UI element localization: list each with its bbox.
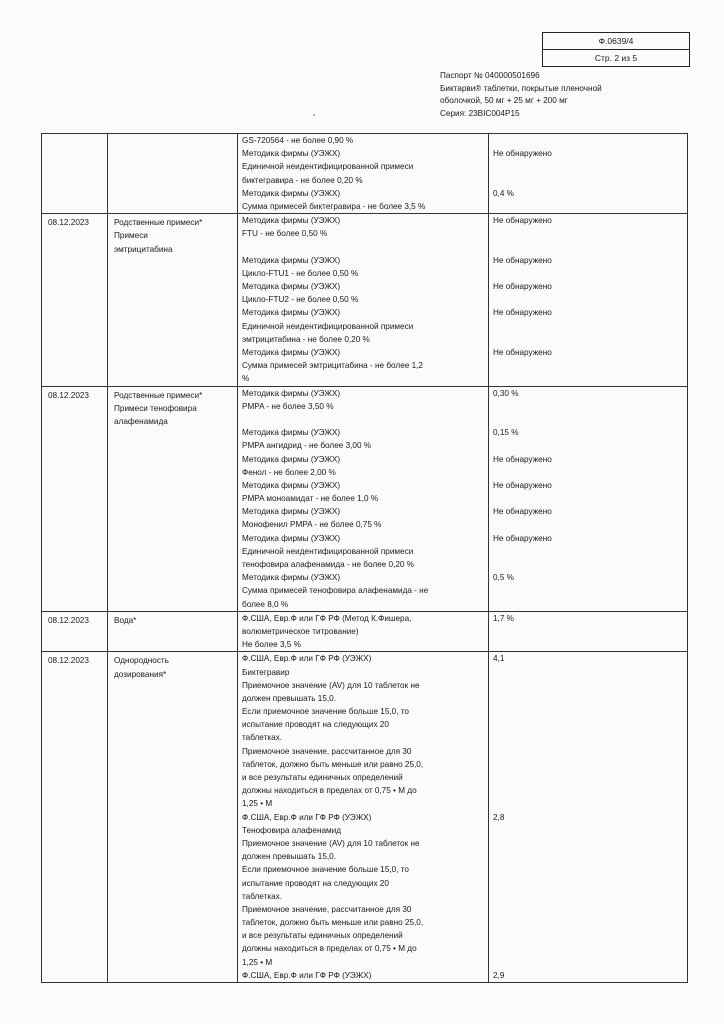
specification-line: Приемочное значение (AV) для 10 таблеток не (242, 680, 420, 690)
specification-line: тенофовира алафенамида - не более 0,20 % (242, 560, 415, 569)
specification-line: и все результаты единичных определений (242, 931, 403, 941)
result-value (493, 837, 683, 850)
test-date: 08.12.2023 (48, 615, 89, 625)
test-date-cell (42, 611, 108, 652)
document-meta (440, 70, 602, 120)
result-value (493, 558, 683, 571)
result-value (493, 824, 683, 837)
result-value: 0,15 % (493, 428, 519, 438)
result-value: Не обнаружено (493, 480, 552, 490)
specification-line: Единичной неидентифицированной примеси (242, 321, 414, 331)
result-value: 2,8 (493, 812, 505, 822)
specification-line: Методика фирмы (УЭЖХ) (242, 308, 341, 318)
test-name-line: алафенамида (114, 416, 168, 426)
specification-line: таблеток, должно быть меньше или равно 25,0, (242, 918, 424, 928)
test-name-line: Родственные примеси* (114, 218, 203, 228)
result-value (493, 598, 683, 611)
specification-line: должны находиться в пределах от 0,75 • М до (242, 944, 417, 954)
specification-line: Сумма примесей тенофовира алафенамида - не (242, 586, 429, 596)
specification-line: Методика фирмы (УЭЖХ) (242, 533, 341, 543)
test-date-cell (42, 214, 108, 386)
specification-line: испытание проводят на следующих 20 (242, 878, 389, 888)
result-value (493, 413, 683, 426)
specification-line: биктегравира - не более 0,20 % (242, 175, 363, 185)
result-value (493, 267, 683, 280)
result-value (493, 160, 683, 173)
result-value (493, 916, 683, 929)
test-name-cell (108, 134, 238, 214)
specification-line: Методика фирмы (УЭЖХ) (242, 573, 341, 583)
test-date: 08.12.2023 (48, 218, 89, 228)
test-name-line: Примеси тенофовира (114, 403, 197, 413)
specification-line: Фенол - не более 2,00 % (242, 467, 336, 477)
result-value (493, 903, 683, 916)
specification-line: Ф.США, Евр.Ф или ГФ РФ (Метод К.Фишера, (242, 613, 412, 623)
specification-line: Методика фирмы (УЭЖХ) (242, 255, 341, 265)
form-code-box (542, 32, 690, 67)
specification-line: GS-720564 - не более 0,90 % (242, 136, 354, 145)
specification-line: PMPA - не более 3,50 % (242, 401, 334, 411)
result-value (493, 320, 683, 333)
specification-line: PMPA ангидрид - не более 3,00 % (242, 441, 372, 451)
specification-line: Не более 3,5 % (242, 640, 301, 650)
result-value (493, 784, 683, 797)
result-value: 0,4 % (493, 188, 514, 198)
specification-line: испытание проводят на следующих 20 (242, 720, 389, 730)
result-value: 0,5 % (493, 573, 514, 583)
test-name-cell (108, 386, 238, 611)
result-value (493, 692, 683, 705)
test-date-cell (42, 652, 108, 983)
test-name-line: Вода* (114, 615, 137, 625)
specification-line: Методика фирмы (УЭЖХ) (242, 216, 341, 226)
specification-line: должен превышать 15,0. (242, 852, 336, 862)
specification-line: PMPA моноамидат - не более 1,0 % (242, 494, 379, 504)
result-value (493, 439, 683, 452)
specification-line: Приемочное значение, рассчитанное для 30 (242, 904, 412, 914)
result-value: Не обнаружено (493, 216, 552, 226)
result-value (493, 134, 683, 147)
specification-cell (238, 611, 489, 652)
specification-line: Если приемочное значение больше 15,0, то (242, 865, 409, 875)
test-name-line: Однородность (114, 656, 169, 666)
result-value (493, 705, 683, 718)
specification-line: Ф.США, Евр.Ф или ГФ РФ (УЭЖХ) (242, 654, 372, 664)
result-value: 2,9 (493, 970, 505, 980)
scan-speck (313, 114, 315, 116)
result-value (493, 850, 683, 863)
result-value (493, 492, 683, 505)
result-value (493, 518, 683, 531)
specification-line: волюметрическое титрование) (242, 626, 359, 636)
test-results-table (41, 133, 688, 983)
result-value: Не обнаружено (493, 308, 552, 318)
result-value: Не обнаружено (493, 533, 552, 543)
result-cell (489, 652, 688, 983)
result-value (493, 174, 683, 187)
specification-line: Методика фирмы (УЭЖХ) (242, 428, 341, 438)
specification-line: Ф.США, Евр.Ф или ГФ РФ (УЭЖХ) (242, 970, 372, 980)
specification-line: Методика фирмы (УЭЖХ) (242, 454, 341, 464)
test-name-line: Родственные примеси* (114, 390, 203, 400)
test-date-cell (42, 386, 108, 611)
result-value (493, 797, 683, 810)
specification-line: Цикло-FTU1 - не более 0,50 % (242, 268, 359, 278)
result-value (493, 333, 683, 346)
specification-line: Сумма примесей эмтрицитабина - не более 1,2 (242, 361, 423, 371)
result-cell (489, 386, 688, 611)
specification-line: Методика фирмы (УЭЖХ) (242, 480, 341, 490)
specification-line: Сумма примесей биктегравира - не более 3,5 % (242, 201, 426, 211)
specification-line: Методика фирмы (УЭЖХ) (242, 282, 341, 292)
table-row (42, 652, 688, 983)
result-value: Не обнаружено (493, 282, 552, 292)
specification-line: Если приемочное значение больше 15,0, то (242, 707, 409, 717)
specification-line: таблеток, должно быть меньше или равно 25,0, (242, 759, 424, 769)
test-date: 08.12.2023 (48, 390, 89, 400)
specification-line: Монофенил PMPA - не более 0,75 % (242, 520, 382, 530)
result-value (493, 625, 683, 638)
product-name-line1: Биктарви® таблетки, покрытые пленочной (440, 83, 602, 93)
result-value (493, 863, 683, 876)
specification-line: Методика фирмы (УЭЖХ) (242, 149, 341, 159)
specification-line: Методика фирмы (УЭЖХ) (242, 388, 341, 398)
test-date-cell (42, 134, 108, 214)
result-value (493, 372, 683, 385)
series-number: Серия: 23BIC004P15 (440, 108, 520, 118)
specification-line: Биктегравир (242, 667, 290, 677)
table-row (42, 386, 688, 611)
result-value (493, 679, 683, 692)
result-value (493, 718, 683, 731)
result-value (493, 758, 683, 771)
result-cell (489, 134, 688, 214)
result-value (493, 359, 683, 372)
result-value: 1,7 % (493, 613, 514, 623)
specification-line: % (242, 374, 250, 384)
result-value: 4,1 (493, 654, 505, 664)
specification-line: 1,25 • М (242, 957, 273, 967)
product-name-line2: оболочкой, 50 мг + 25 мг + 200 мг (440, 96, 568, 105)
specification-line: Методика фирмы (УЭЖХ) (242, 188, 341, 198)
result-value: Не обнаружено (493, 348, 552, 357)
specification-cell (238, 214, 489, 386)
result-value (493, 227, 683, 240)
specification-line: Приемочное значение (AV) для 10 таблеток не (242, 838, 420, 848)
specification-line: Приемочное значение, рассчитанное для 30 (242, 746, 412, 756)
specification-cell (238, 134, 489, 214)
result-value (493, 241, 683, 254)
test-name-line: эмтрицитабина (114, 244, 173, 254)
result-value: Не обнаружено (493, 507, 552, 517)
test-name-line: Примеси (114, 231, 148, 241)
specification-cell (238, 386, 489, 611)
specification-line: Тенофовира алафенамид (242, 825, 341, 835)
result-value: Не обнаружено (493, 454, 552, 464)
test-name-cell (108, 611, 238, 652)
result-value (493, 666, 683, 679)
passport-number: Паспорт № 040000501696 (440, 71, 540, 80)
result-value (493, 890, 683, 903)
table-row (42, 134, 688, 214)
result-value (493, 638, 683, 651)
result-value (493, 731, 683, 744)
result-value (493, 584, 683, 597)
test-name-line: дозирования* (114, 669, 167, 679)
result-value: Не обнаружено (493, 149, 552, 159)
form-code: Ф.0639/4 (598, 36, 634, 46)
specification-line: Ф.США, Евр.Ф или ГФ РФ (УЭЖХ) (242, 812, 372, 822)
specification-line: должны находиться в пределах от 0,75 • М до (242, 786, 417, 796)
result-value (493, 771, 683, 784)
specification-line: более 8,0 % (242, 599, 289, 609)
specification-line: Методика фирмы (УЭЖХ) (242, 348, 341, 357)
result-value (493, 956, 683, 969)
result-value (493, 466, 683, 479)
result-value (493, 400, 683, 413)
result-value: Не обнаружено (493, 255, 552, 265)
result-value (493, 877, 683, 890)
result-value (493, 545, 683, 558)
specification-line (242, 413, 484, 426)
result-cell (489, 214, 688, 386)
result-value (493, 200, 683, 213)
test-name-cell (108, 214, 238, 386)
result-value: 0,30 % (493, 388, 519, 398)
result-value (493, 929, 683, 942)
result-value (493, 942, 683, 955)
specification-line: Единичной неидентифицированной примеси (242, 162, 414, 172)
specification-line: таблетках. (242, 891, 283, 901)
result-cell (489, 611, 688, 652)
specification-line: должен превышать 15,0. (242, 693, 336, 703)
specification-line: FTU - не более 0,50 % (242, 229, 328, 239)
result-value (493, 745, 683, 758)
specification-line: Единичной неидентифицированной примеси (242, 546, 414, 556)
table-row (42, 214, 688, 386)
test-name-cell (108, 652, 238, 983)
specification-line: таблетках. (242, 733, 283, 743)
page-number: Стр. 2 из 5 (543, 49, 689, 66)
specification-line: Методика фирмы (УЭЖХ) (242, 507, 341, 517)
table-row (42, 611, 688, 652)
specification-line: и все результаты единичных определений (242, 773, 403, 782)
specification-cell (238, 652, 489, 983)
specification-line (242, 241, 484, 254)
result-value (493, 293, 683, 306)
specification-line: 1,25 • М (242, 799, 273, 809)
specification-line: Цикло-FTU2 - не более 0,50 % (242, 295, 359, 305)
specification-line: эмтрицитабина - не более 0,20 % (242, 334, 370, 344)
test-date: 08.12.2023 (48, 656, 89, 666)
